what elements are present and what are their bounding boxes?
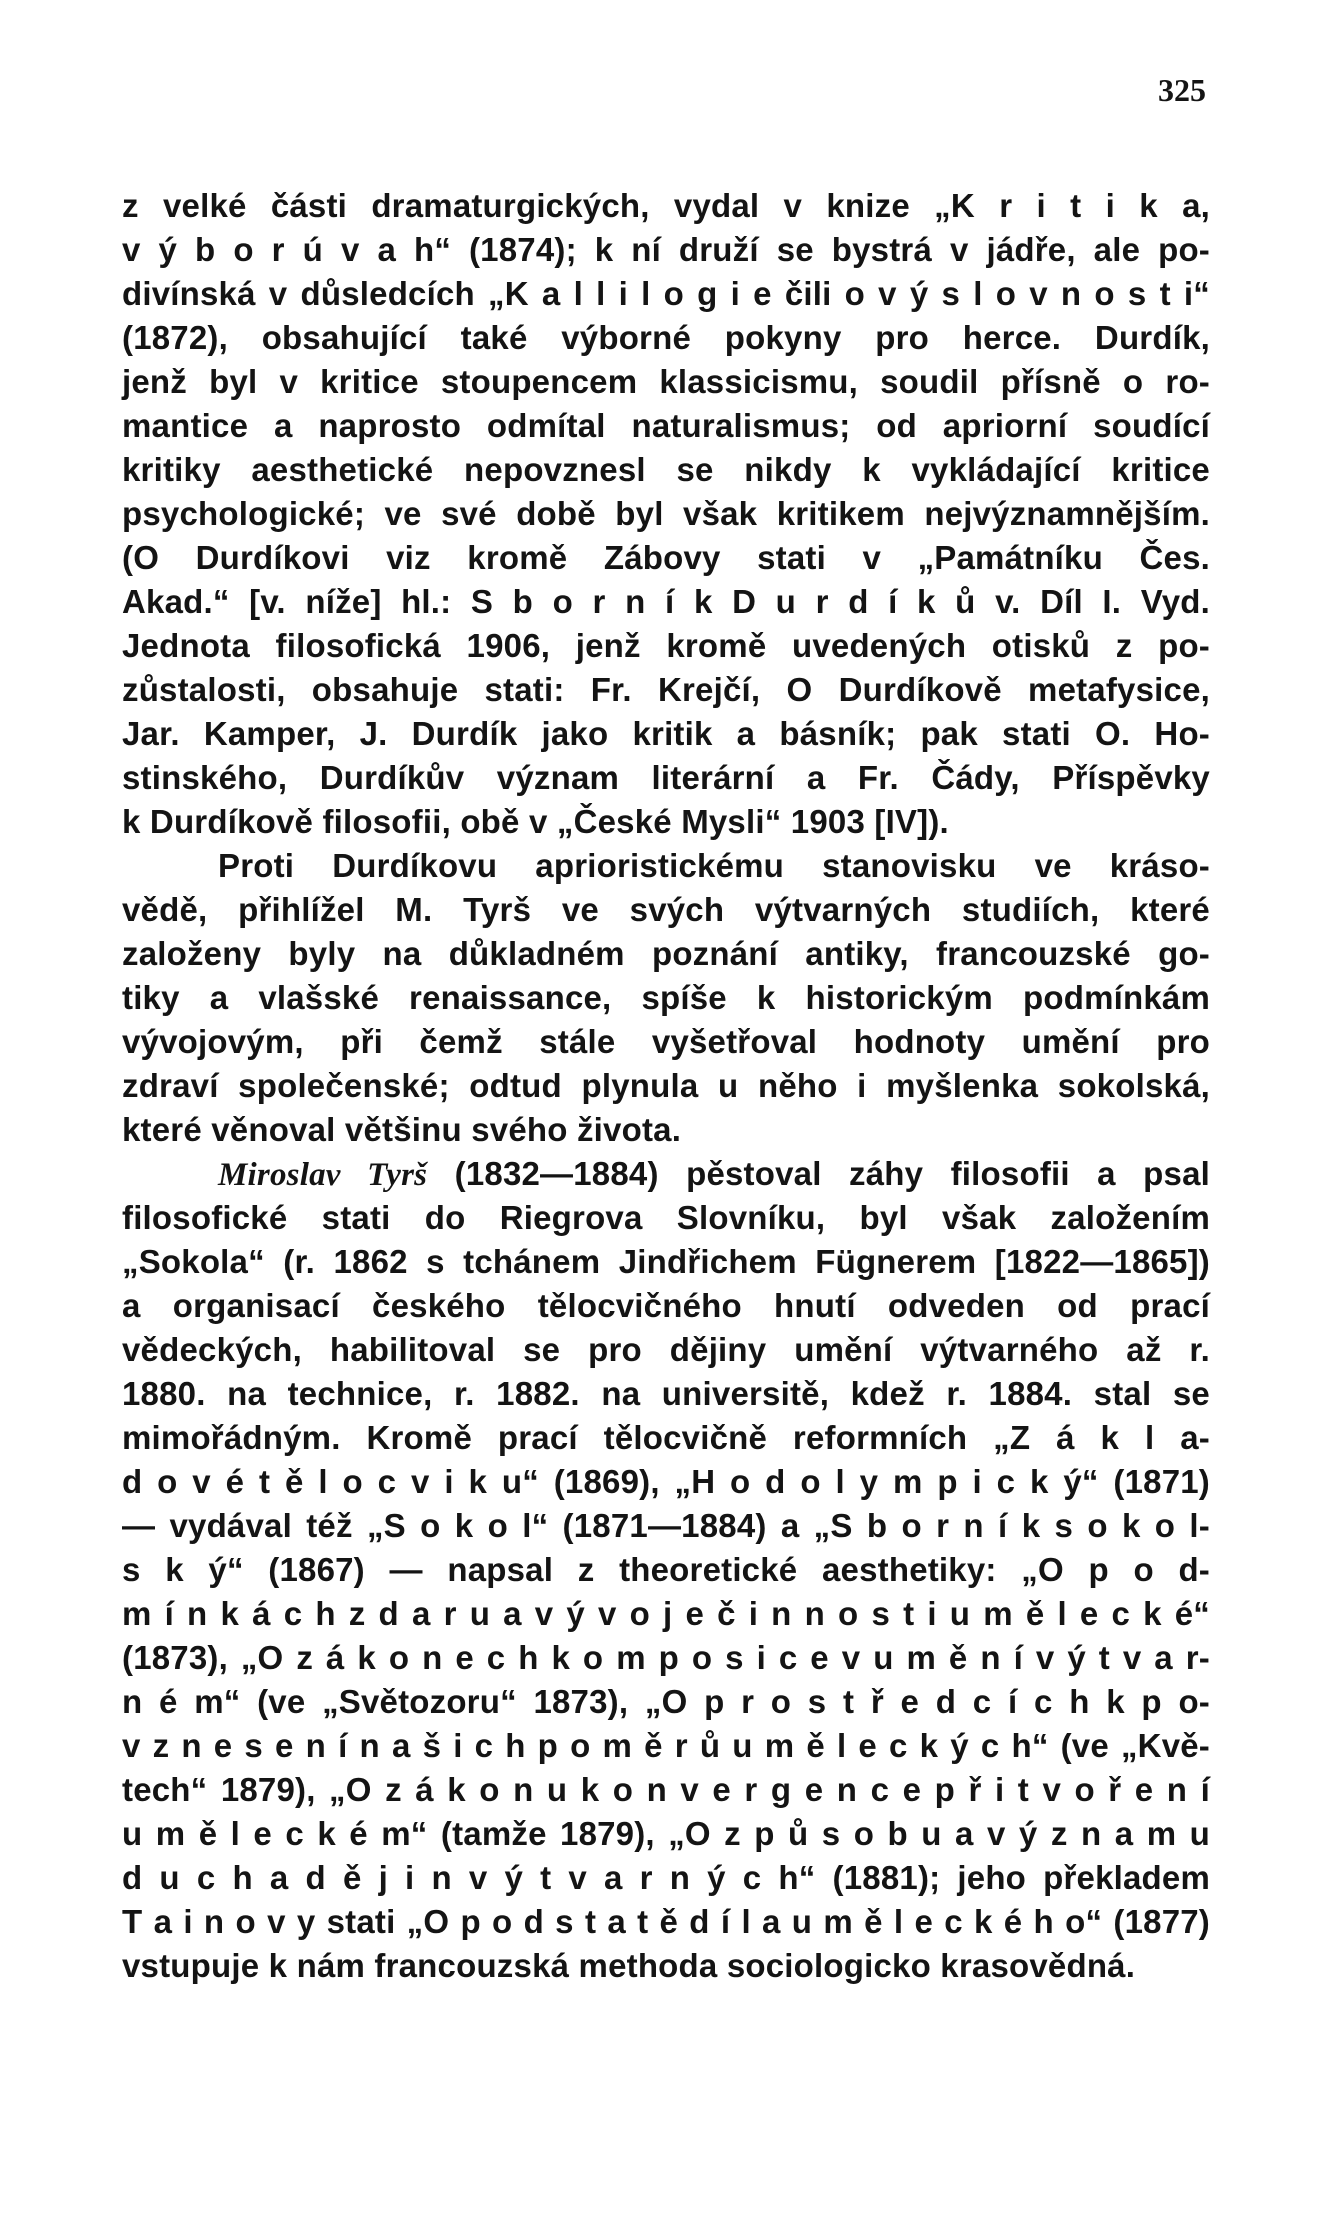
text-line: jenž byl v kritice stoupencem klassicismu, soudil přísně o ro- [122, 363, 1210, 400]
text-line: založeny byly na důkladném poznání antiky, francouzské go- [122, 935, 1210, 972]
text-line: psychologické; ve své době byl však kritikem nejvýznamnějším. [122, 495, 1210, 532]
text-line: s k ý“ (1867) — napsal z theoretické aesthetiky: „O p o d- [122, 1551, 1210, 1588]
text-line: vývojovým, při čemž stále vyšetřoval hodnoty umění pro [122, 1023, 1210, 1060]
paragraph-2 [122, 844, 1210, 1152]
text-line: divínská v důsledcích „K a l l i l o g i e čili o v ý s l o v n o s t i“ [122, 275, 1210, 312]
paragraph-3 [122, 1152, 1210, 1988]
text-line: d u c h a d ě j i n v ý t v a r n ý c h“ (1881); jeho překladem [122, 1859, 1210, 1896]
body-text [122, 184, 1210, 1988]
text-line: T a i n o v y stati „O p o d s t a t ě d í l a u m ě l e c k é h o“ (1877) [122, 1903, 1210, 1940]
text-line: Jednota filosofická 1906, jenž kromě uvedených otisků z po- [122, 627, 1210, 664]
text-line: u m ě l e c k é m“ (tamže 1879), „O z p ů s o b u a v ý z n a m u [122, 1815, 1210, 1852]
text-line: kritiky aesthetické nepovznesl se nikdy k vykládající kritice [122, 451, 1210, 488]
text-line: Jar. Kamper, J. Durdík jako kritik a básník; pak stati O. Ho- [122, 715, 1210, 752]
text-line: tech“ 1879), „O z á k o n u k o n v e r g e n c e p ř i t v o ř e n í [122, 1771, 1210, 1808]
text-line: (1873), „O z á k o n e c h k o m p o s i c e v u m ě n í v ý t v a r- [122, 1639, 1210, 1676]
text-line: k Durdíkově filosofii, obě v „České Mysli“ 1903 [IV]). [122, 803, 949, 840]
text-line: „Sokola“ (r. 1862 s tchánem Jindřichem Fügnerem [1822—1865]) [122, 1243, 1210, 1280]
paragraph-1 [122, 184, 1210, 844]
text-line: mantice a naprosto odmítal naturalismus; od apriorní soudící [122, 407, 1210, 444]
text-line: m í n k á c h z d a r u a v ý v o j e č i n n o s t i u m ě l e c k é“ [122, 1595, 1210, 1632]
text-line: 1880. na technice, r. 1882. na universitě, kdež r. 1884. stal se [122, 1375, 1210, 1412]
text-line: zdraví společenské; odtud plynula u něho i myšlenka sokolská, [122, 1067, 1210, 1104]
text-line: stinského, Durdíkův význam literární a Fr. Čády, Příspěvky [122, 759, 1210, 796]
text-line: vědeckých, habilitoval se pro dějiny umění výtvarného až r. [122, 1331, 1210, 1368]
text-line: které věnoval většinu svého života. [122, 1111, 682, 1148]
text-line [122, 1152, 1210, 1196]
page-number: 325 [1158, 72, 1206, 108]
text-line: — vydával též „S o k o l“ (1871—1884) a „S b o r n í k s o k o l- [122, 1507, 1210, 1544]
text-line: v ý b o r ú v a h“ (1874); k ní druží se bystrá v jádře, ale po- [122, 231, 1210, 268]
text-line: (O Durdíkovi viz kromě Zábovy stati v „Památníku Čes. [122, 539, 1210, 576]
text-line: vědě, přihlížel M. Tyrš ve svých výtvarných studiích, které [122, 891, 1210, 928]
text-line: vstupuje k nám francouzská methoda sociologicko krasovědná. [122, 1947, 1136, 1984]
text-line: a organisací českého tělocvičného hnutí odveden od prací [122, 1287, 1210, 1324]
person-name: Miroslav Tyrš [218, 1157, 428, 1193]
text-line: Akad.“ [v. níže] hl.: S b o r n í k D u r d í k ů v. Díl I. Vyd. [122, 583, 1210, 620]
text-line: tiky a vlašské renaissance, spíše k historickým podmínkám [122, 979, 1210, 1016]
text-line: Proti Durdíkovu aprioristickému stanovisku ve kráso- [218, 847, 1210, 884]
text-line: z velké části dramaturgických, vydal v knize „K r i t i k a, [122, 187, 1210, 224]
text-line: n é m“ (ve „Světozoru“ 1873), „O p r o s t ř e d c í c h k p o- [122, 1683, 1210, 1720]
text-line: zůstalosti, obsahuje stati: Fr. Krejčí, O Durdíkově metafysice, [122, 671, 1210, 708]
text-line: (1872), obsahující také výborné pokyny pro herce. Durdík, [122, 319, 1210, 356]
text-line: mimořádným. Kromě prací tělocvičně reformních „Z á k l a- [122, 1419, 1210, 1456]
text-line: d o v é t ě l o c v i k u“ (1869), „H o d o l y m p i c k ý“ (1871) [122, 1463, 1210, 1500]
text-line-rest: (1832—1884) pěstoval záhy filosofii a psal [454, 1155, 1211, 1192]
text-line: filosofické stati do Riegrova Slovníku, byl však založením [122, 1199, 1210, 1236]
text-line: v z n e s e n í n a š i c h p o m ě r ů u m ě l e c k ý c h“ (ve „Kvě- [122, 1727, 1210, 1764]
